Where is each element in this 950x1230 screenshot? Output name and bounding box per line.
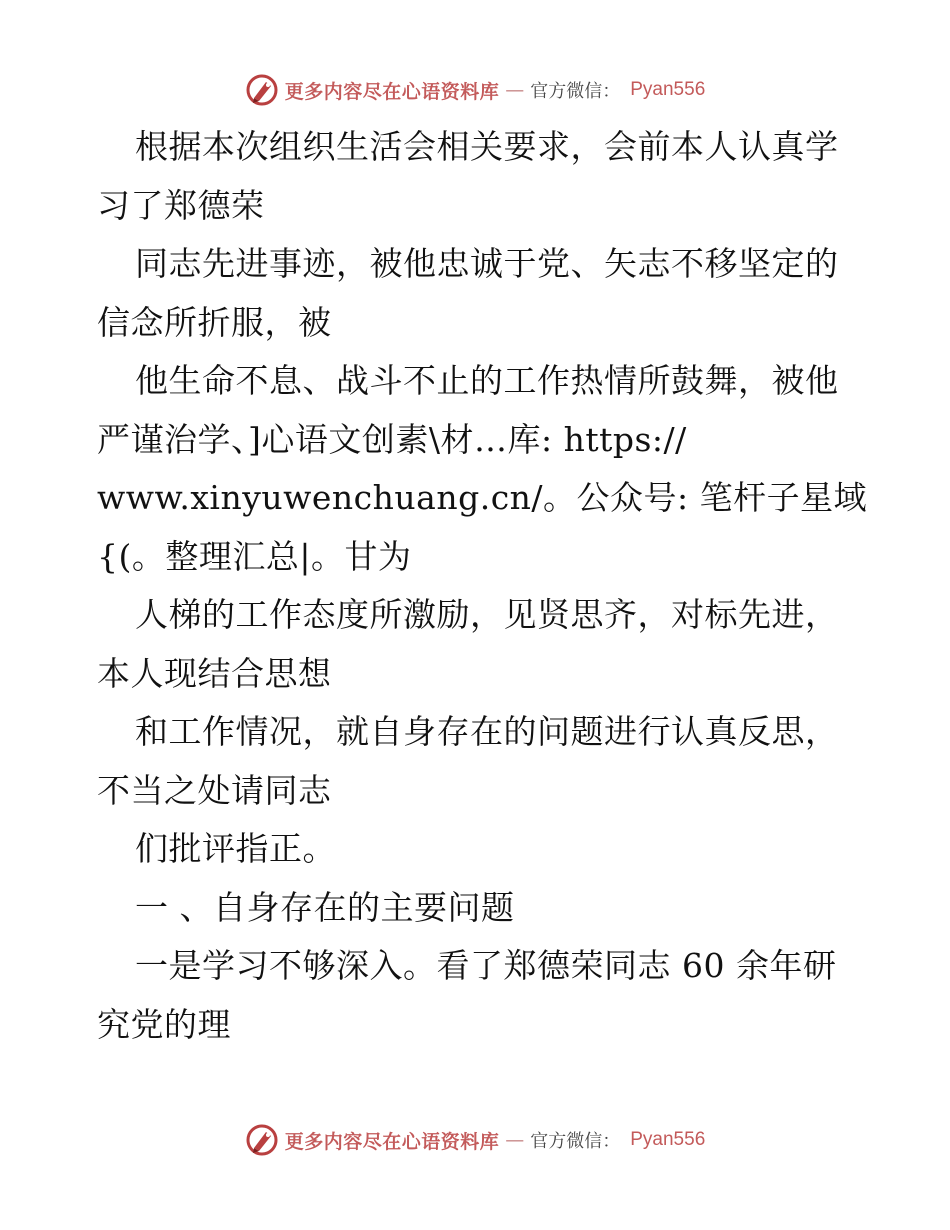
banner-main-text: 更多内容尽在心语资料库 <box>284 80 500 103</box>
banner-wechat-id: Pyan556 <box>630 1129 706 1150</box>
footer-banner-content <box>245 1123 706 1157</box>
text-line: 习了郑德荣 <box>97 185 265 225</box>
text-line: 信念所折服，被 <box>97 302 332 342</box>
text-line: 究党的理 <box>97 1004 231 1044</box>
text-line: 不当之处请同志 <box>97 770 332 810</box>
pen-logo-icon <box>245 73 279 107</box>
text-line: 本人现结合思想 <box>97 653 332 693</box>
text-line: 一是学习不够深入。看了郑德荣同志 60 余年研 <box>135 946 837 985</box>
pen-logo-icon <box>245 1123 279 1157</box>
footer-banner <box>0 1120 950 1160</box>
document-body <box>97 118 868 1054</box>
banner-label-text: 官方微信： <box>530 1131 621 1152</box>
header-banner-content <box>245 73 706 107</box>
text-line: 人梯的工作态度所激励，见贤思齐，对标先进， <box>135 595 839 634</box>
text-line: 和工作情况，就自身存在的问题进行认真反思， <box>135 712 839 751</box>
header-banner <box>0 70 950 110</box>
text-line: 们批评指正。 <box>135 829 336 868</box>
text-line: 同志先进事迹，被他忠诚于党、矢志不移坚定的 <box>135 244 839 283</box>
banner-wechat-id: Pyan556 <box>630 79 706 100</box>
text-line: www.xinyuwenchuang.cn/。公众号: 笔杆子星域 <box>97 478 868 517</box>
section-heading: 一 、自身存在的主要问题 <box>135 887 515 927</box>
text-line: {(。整理汇总|。甘为 <box>97 536 412 576</box>
banner-main-text: 更多内容尽在心语资料库 <box>284 1130 500 1153</box>
banner-label-text: 官方微信： <box>530 81 621 102</box>
text-line: 严谨治学、]心语文创素\材…库: https:// <box>97 419 687 459</box>
text-line: 根据本次组织生活会相关要求，会前本人认真学 <box>135 127 839 166</box>
text-line: 他生命不息、战斗不止的工作热情所鼓舞，被他 <box>135 361 839 400</box>
banner-separator: — <box>505 1129 525 1151</box>
banner-separator: — <box>505 79 525 101</box>
